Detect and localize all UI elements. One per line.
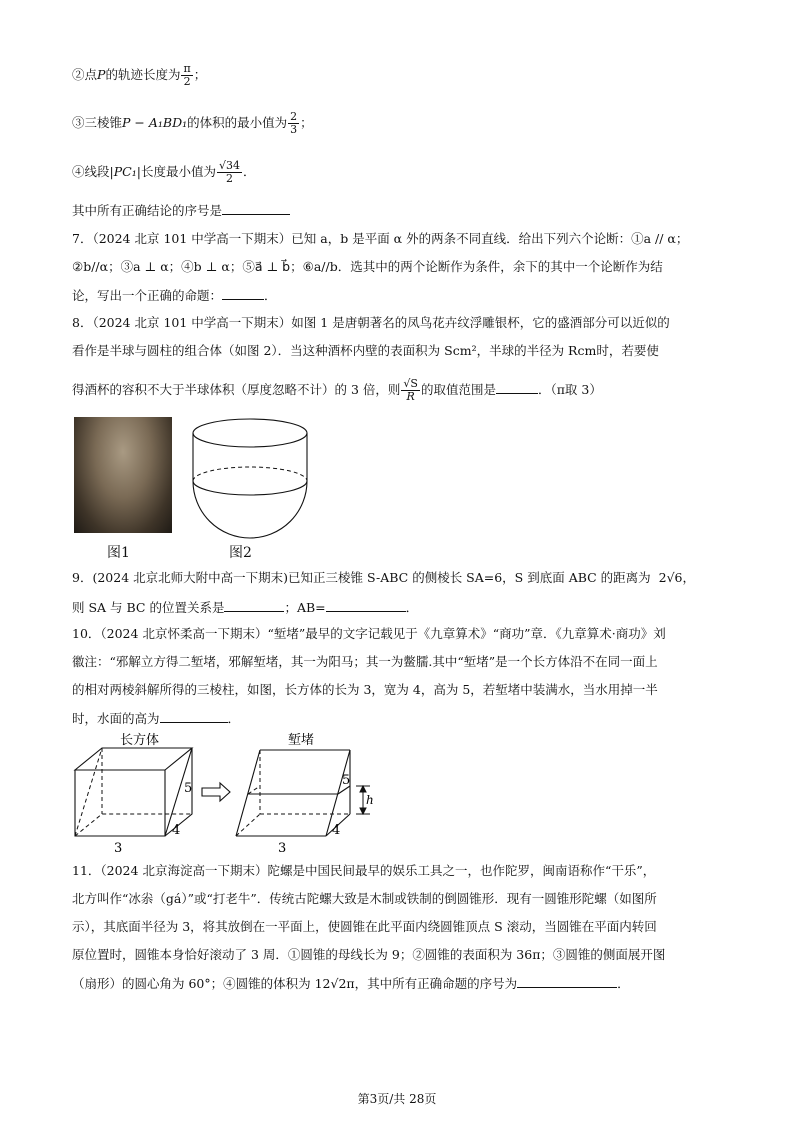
fig-left-title: 长方体 [120, 733, 160, 748]
text: ．（π取 3） [537, 382, 602, 397]
answer-blank [160, 708, 228, 723]
numerator: √34 [218, 159, 240, 172]
text: ； [193, 67, 207, 82]
fig-right-title: 堑堵 [288, 733, 315, 748]
dim-length: 3 [114, 841, 123, 856]
text: ． [227, 711, 241, 726]
q11-line2: 北方叫作“冰尜（gá）”或“打老牛”．传统古陀螺大致是木制或铁制的倒圆锥形．现有一圆锥形陀螺（如图所 [72, 891, 657, 906]
text: 论，写出一个正确的命题： [72, 288, 223, 303]
value: 2√6 [658, 570, 683, 585]
text: ④线段 [72, 164, 110, 179]
text: ②点 [72, 67, 98, 82]
q8-line1: 8．（2024 北京 101 中学高一下期末）如图 1 是唐朝著名的凤鸟花卉纹浮雕银杯，它的盛酒部分可以近似的 [72, 315, 670, 330]
text: 则 SA 与 BC 的位置关系是 [72, 600, 225, 615]
q10-line2: 徽注：“邪解立方得二堑堵，邪解堑堵，其一为阳马；其一为鳖臑.其中“堑堵”是一个长方体沿不在同一面上 [72, 654, 658, 669]
q10-line4 [72, 708, 240, 729]
numerator: √S [403, 377, 418, 390]
text: （扇形）的圆心角为 60°；④圆锥的体积为 12√2π，其中所有正确命题的序号为 [72, 976, 518, 991]
text: 得酒杯的容积不大于半球体积（厚度忽略不计）的 3 倍，则 [72, 382, 401, 397]
q11-line1: 11．（2024 北京海淀高一下期末）陀螺是中国民间最早的娱乐工具之一，也作陀罗，闽南语称作“干乐”， [72, 863, 656, 878]
fig2-caption: 图2 [229, 545, 252, 561]
text: ． [617, 976, 630, 991]
denominator: 2 [225, 172, 233, 185]
q7-line2: ②b//α；③a ⊥ α；④b ⊥ α；⑤a⃗ ⊥ b⃗；⑥a//b．选其中的两个论断作为条件，余下的其中一个论断作为结 [72, 259, 663, 274]
silver-cup-photo [74, 417, 172, 533]
answer-blank [496, 379, 538, 394]
fig1-caption: 图1 [107, 545, 130, 561]
text: 长度最小值为 [140, 164, 216, 179]
answer-blank [326, 597, 406, 612]
text: 的取值范围是 [420, 382, 496, 397]
q10-figure [70, 728, 390, 858]
text: ． [242, 164, 256, 179]
text: 的轨迹长度为 [105, 67, 181, 82]
q9-line1 [72, 568, 695, 588]
answer-blank [517, 973, 617, 988]
fraction [181, 63, 192, 88]
dim-width: 4 [172, 823, 181, 838]
dim-h: h [366, 793, 374, 807]
q11-line4: 原位置时，圆锥本身恰好滚动了 3 周．①圆锥的母线长为 9；②圆锥的表面积为 36π；③圆锥的侧面展开图 [72, 947, 666, 962]
text: ； [300, 115, 313, 130]
dim-height-right: 5 [342, 773, 351, 788]
denominator: R [406, 390, 415, 403]
q10-line3: 的相对两棱斜解所得的三棱柱，如图，长方体的长为 3，宽为 4，高为 5，若堑堵中装满水，当水用掉一半 [72, 682, 658, 697]
q6-ask [72, 200, 290, 221]
denominator: 3 [290, 123, 298, 136]
q6-item2 [72, 63, 206, 88]
q7-line1: 7．（2024 北京 101 中学高一下期末）已知 a，b 是平面 α 外的两条不同直线．给出下列六个论断：①a // α； [72, 231, 689, 246]
denominator: 2 [183, 75, 191, 88]
q7-line3: 论，写出一个正确的命题： ． [72, 285, 277, 306]
text: 9．(2024 北京北师大附中高一下期末)已知正三棱锥 S-ABC 的侧棱长 SA=6，S 到底面 ABC 的距离为 [72, 570, 651, 585]
q10-line1: 10．（2024 北京怀柔高一下期末）“堑堵”最早的文字记载见于《九章算术》“商功”章．《九章算术·商功》刘 [72, 626, 666, 641]
text: 其中所有正确结论的序号是 [72, 203, 223, 218]
numerator: 2 [290, 110, 298, 123]
numerator: π [183, 62, 191, 75]
q9-line2 [72, 597, 418, 618]
text: ， [682, 570, 696, 585]
page-footer: 第3页/共 28页 [357, 1092, 437, 1106]
text: 的体积的最小值为 [187, 115, 288, 130]
text: ③三棱锥 [72, 115, 123, 130]
text: ；AB= [284, 600, 326, 615]
text: 时，水面的高为 [72, 711, 160, 726]
text: ． [405, 600, 419, 615]
q11-line3: 示），其底面半径为 3，将其放倒在一平面上，使圆锥在此平面内绕圆锥顶点 S 滚动，当圆锥在平面内转回 [72, 919, 657, 934]
fraction [401, 378, 420, 403]
dim-height: 5 [184, 781, 193, 796]
var: P [97, 67, 106, 82]
dim-length-right: 3 [278, 841, 287, 856]
arrow-icon [202, 783, 230, 801]
fraction [217, 160, 242, 185]
answer-blank [222, 200, 290, 215]
q6-item4 [72, 160, 255, 185]
q11-line5 [72, 973, 630, 994]
answer-blank [222, 285, 264, 300]
expr: |PC₁| [109, 164, 141, 179]
q8-line3 [72, 378, 602, 403]
cup-diagram [180, 415, 320, 545]
q6-item3 [72, 111, 313, 136]
q8-line2: 看作是半球与圆柱的组合体（如图 2）．当这种酒杯内壁的表面积为 Scm²，半球的半径为 Rcm时，若要使 [72, 343, 659, 358]
dim-width-right: 4 [332, 823, 341, 838]
answer-blank [224, 597, 284, 612]
expr: P − A₁BD₁ [122, 115, 188, 130]
fraction [288, 111, 299, 136]
